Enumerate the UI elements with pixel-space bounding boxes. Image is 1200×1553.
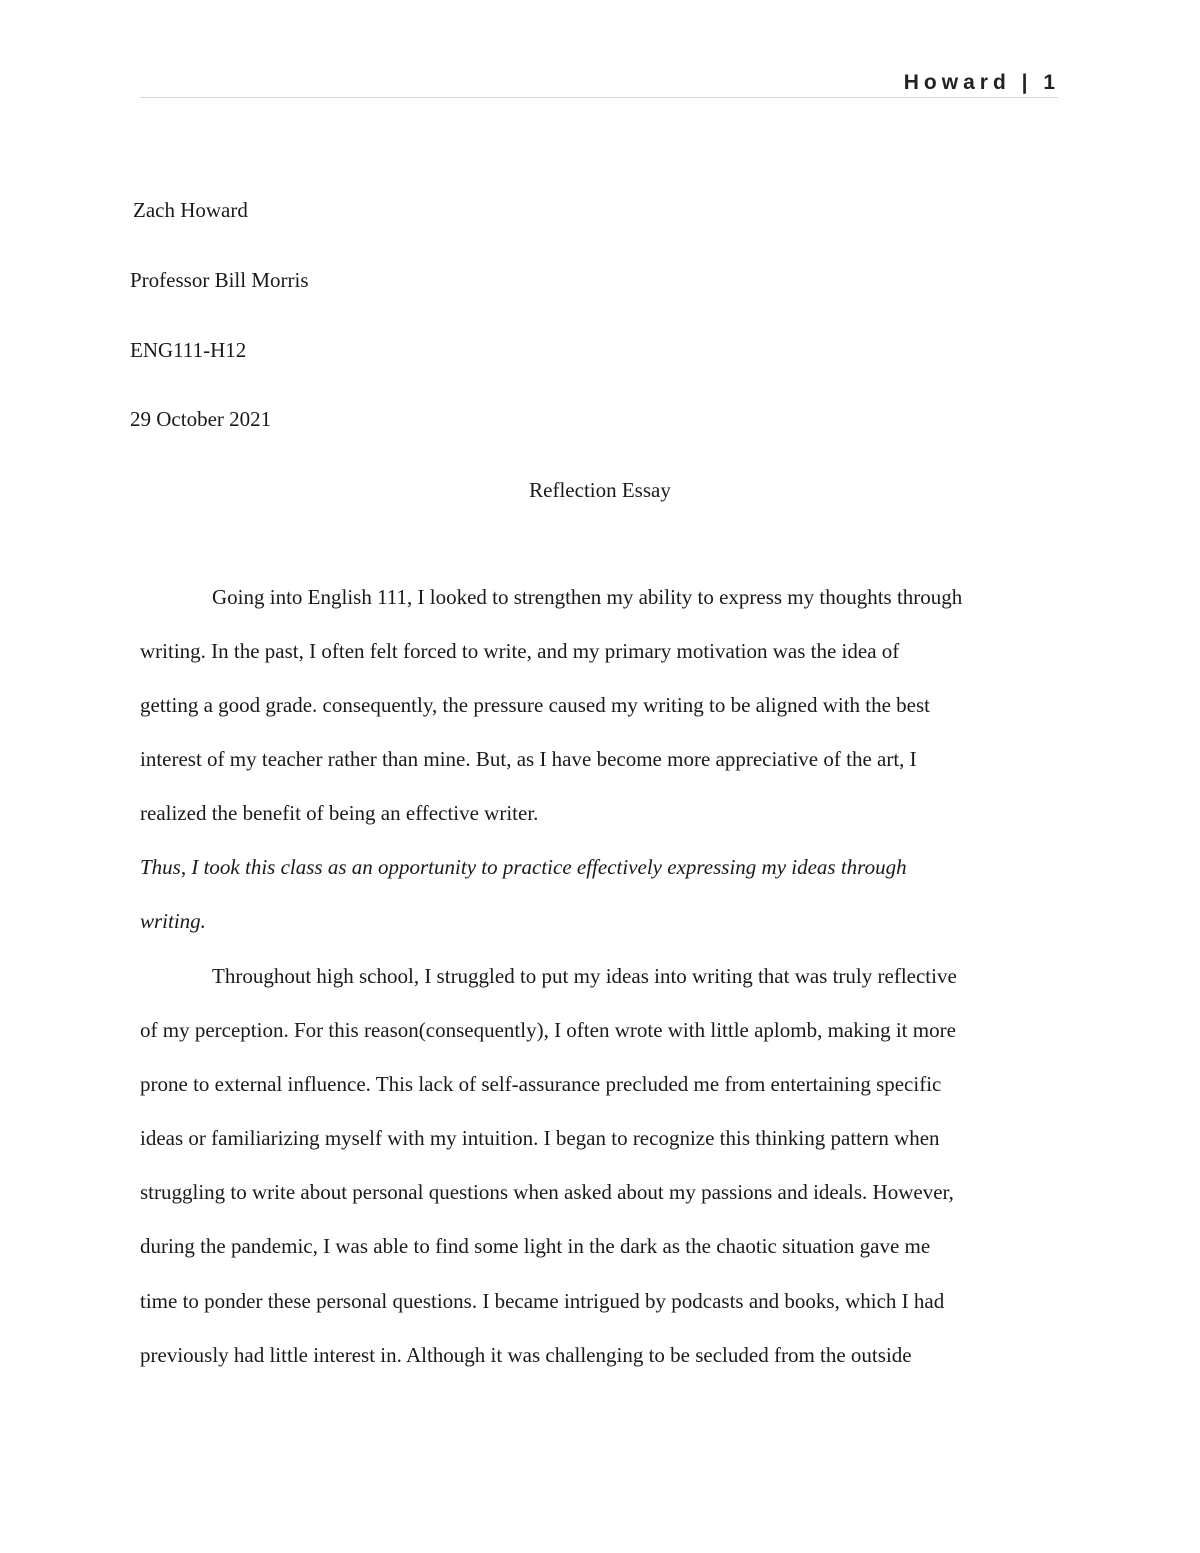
paragraph-line: previously had little interest in. Although it was challenging to be secluded from the outside bbox=[140, 1343, 912, 1367]
running-head: Howard | 1 bbox=[903, 71, 1060, 94]
paragraph-line: realized the benefit of being an effective writer. bbox=[140, 801, 539, 825]
professor-name: Professor Bill Morris bbox=[130, 268, 309, 292]
paragraph-line: Throughout high school, I struggled to put my ideas into writing that was truly reflective bbox=[212, 964, 957, 988]
paragraph-line: ideas or familiarizing myself with my intuition. I began to recognize this thinking pattern when bbox=[140, 1126, 940, 1150]
paragraph-line: Going into English 111, I looked to strengthen my ability to express my thoughts through bbox=[212, 585, 963, 609]
paragraph-line: writing. In the past, I often felt forced to write, and my primary motivation was the idea of bbox=[140, 639, 900, 663]
paragraph-line: of my perception. For this reason(consequently), I often wrote with little aplomb, making it more bbox=[140, 1018, 956, 1042]
author-name: Zach Howard bbox=[133, 198, 248, 222]
essay-title: Reflection Essay bbox=[529, 478, 671, 502]
thesis-line: writing. bbox=[140, 909, 206, 933]
paragraph-line: during the pandemic, I was able to find some light in the dark as the chaotic situation gave me bbox=[140, 1234, 931, 1258]
document-date: 29 October 2021 bbox=[130, 407, 272, 431]
paragraph-line: getting a good grade. consequently, the pressure caused my writing to be aligned with the best bbox=[140, 693, 931, 717]
course-code: ENG111-H12 bbox=[130, 338, 247, 362]
paragraph-line: prone to external influence. This lack of self-assurance precluded me from entertaining specific bbox=[140, 1072, 942, 1096]
paragraph-line: struggling to write about personal questions when asked about my passions and ideals. However, bbox=[140, 1180, 954, 1204]
paragraph-line: interest of my teacher rather than mine. But, as I have become more appreciative of the art, I bbox=[140, 747, 917, 771]
paragraph-line: time to ponder these personal questions. I became intrigued by podcasts and books, which I had bbox=[140, 1289, 945, 1313]
header-divider bbox=[140, 97, 1058, 98]
thesis-line: Thus, I took this class as an opportunity to practice effectively expressing my ideas through bbox=[140, 855, 907, 879]
